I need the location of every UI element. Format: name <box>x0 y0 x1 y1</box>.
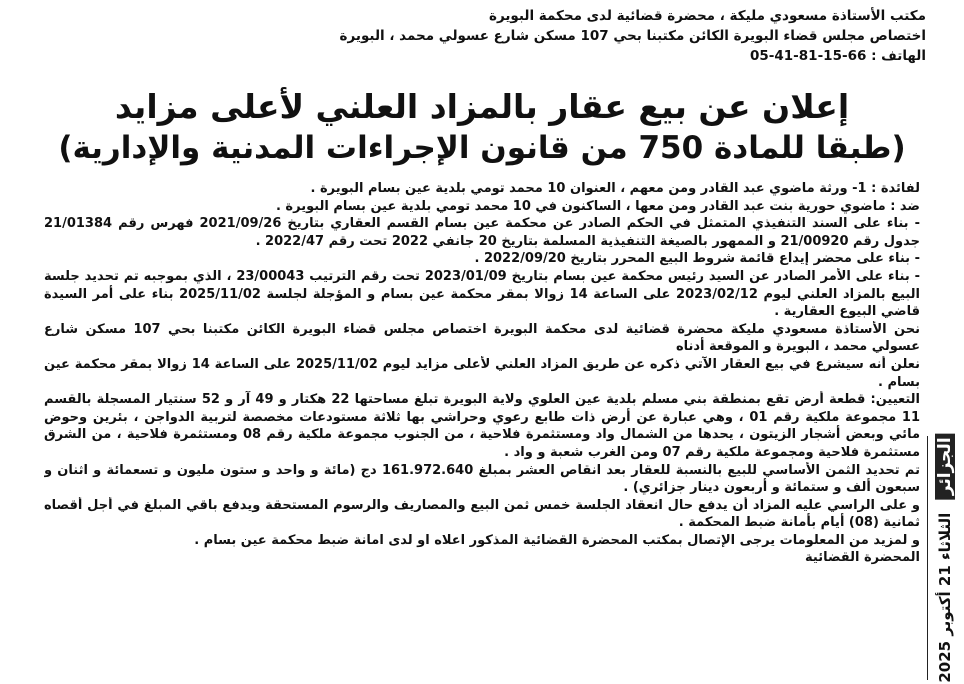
title-line-2: (طبقا للمادة 750 من قانون الإجراءات المدنية والإدارية) <box>58 130 906 166</box>
executive-title-paragraph: - بناء على السند التنفيذي المتمثل في الحكم الصادر عن محكمة عين بسام القسم العقاري بتاريخ 2021/09/26 فهرس رقم 21/01384 جدول رقم 21/00920 و الممهور بالصيغة التنفيذية المسلمة بتاريخ 20 جانفي 2022 تحت رقم 2022/47 . <box>44 216 920 249</box>
beneficiary-paragraph: لفائدة : 1- ورثة ماضوي عبد القادر ومن معهم ، العنوان 10 محمد تومي بلدية عين بسام البويرة . <box>310 181 920 196</box>
title-line-1: إعلان عن بيع عقار بالمزاد العلني لأعلى مزايد <box>114 87 850 126</box>
bailiff-paragraph: نحن الأستاذة مسعودي مليكة محضرة قضائية لدى محكمة البويرة اختصاص مجلس قضاء البويرة الكائن مكتبنا بحي 107 مسكن شارع عسولي محمد ، البويرة و الموقعة أدناه <box>44 321 920 355</box>
contact-paragraph: و لمزيد من المعلومات يرجى الإتصال بمكتب المحضرة القضائية المذكور اعلاه او لدى امانة ضبط محكمة عين بسام . <box>194 532 920 548</box>
notice-body <box>44 180 920 567</box>
signature: المحضرة القضائية <box>805 550 920 566</box>
office-phone: الهاتف : 66-15-81-41-05 <box>749 48 926 64</box>
property-designation-paragraph: التعيين: قطعة أرض تقع بمنطقة بني مسلم بلدية عين العلوي ولاية البويرة تبلغ مساحتها 22 هكتار و 49 آر و 52 سنتيار المسجلة بالقسم 11 مجموعة ملكية رقم 01 ، وهي عبارة عن أرض ذات طابع رعوي وحراشي بها ثلاثة مستودعات مخصصة لتربية الدواجن ، بئرين وحوض مائي وبعض أشجار الزيتون ، يحدها من الشمال واد ومستثمرة فلاحية ، من الجنوب مجموعة ملكية رقم 08 ومستثمرة فلاحية ، من الشرق مستثمرة فلاحية ومجموعة ملكية رقم 07 ومن الغرب شعبة و واد . <box>44 392 920 460</box>
sidebar-text <box>935 433 955 682</box>
office-address: اختصاص مجلس قضاء البويرة الكائن مكتبنا بحي 107 مسكن شارع عسولي محمد ، البويرة <box>339 28 926 44</box>
bailiff-office-header <box>6 6 926 66</box>
court-order-paragraph: - بناء على الأمر الصادر عن السيد رئيس محكمة عين بسام بتاريخ 2023/01/09 تحت رقم الترتيب 23/00043 ، الذي بموجبه تم تحديد جلسة البيع بالمزاد العلني ليوم 2023/02/12 على الساعة 14 زوالا بمقر محكمة عين بسام و المؤجلة لجلسة 2025/11/02 بناء على أمر السيدة قاضي البيوع العقارية . <box>44 268 920 320</box>
payment-terms-paragraph: و على الراسي عليه المزاد أن يدفع حال انعقاد الجلسة خمس ثمن البيع والمصاريف والرسوم المستحقة ويدفع باقي المبلغ في أجل أقصاه ثمانية (08) أيام بأمانة ضبط المحكمة . <box>44 497 920 531</box>
defendant-paragraph: ضد : ماضوي حورية بنت عبد القادر ومن معها ، الساكنون في 10 محمد تومي بلدية عين بسام البويرة . <box>275 198 920 214</box>
newspaper-sidebar <box>927 436 962 683</box>
base-price-paragraph: تم تحديد الثمن الأساسي للبيع بالنسبة للعقار بعد انقاص العشر بمبلغ 161.972.640 دج (مائة و واحد و ستون مليون و تسعمائة و اثنان و سبعون ألف و ستمائة و أربعون دينار جزائري) . <box>44 462 920 496</box>
conditions-deposit-paragraph: - بناء على محضر إيداع قائمة شروط البيع المحرر بتاريخ 2022/09/20 . <box>474 251 920 267</box>
notice-title <box>40 86 924 168</box>
office-name: مكتب الأستاذة مسعودي مليكة ، محضرة قضائية لدى محكمة البويرة <box>488 8 926 24</box>
publication-date: الثلاثاء 21 أكتوبر 2025 <box>936 512 954 683</box>
auction-announcement-paragraph: نعلن أنه سيشرع في بيع العقار الآتي ذكره عن طريق المزاد العلني لأعلى مزايد ليوم 2025/11/02 على الساعة 14 زوالا بمقر محكمة عين بسام . <box>44 356 920 390</box>
newspaper-name: الجزائر <box>935 433 955 499</box>
